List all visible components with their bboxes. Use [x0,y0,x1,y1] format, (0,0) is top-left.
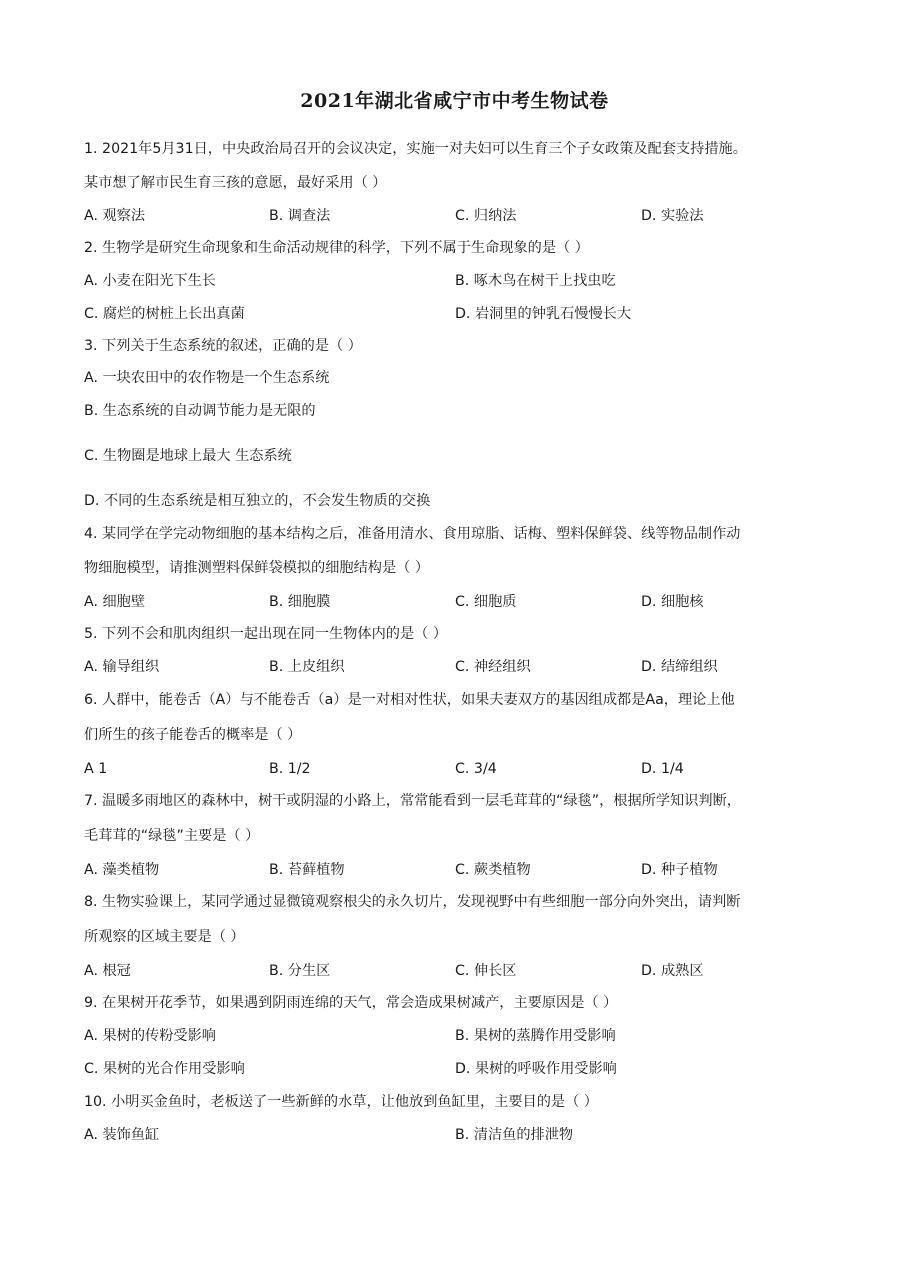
q4-option-d: D. 细胞核 [641,594,704,610]
q9-option-b: B. 果树的蒸腾作用受影响 [455,1028,616,1044]
q8-option-b: B. 分生区 [269,963,331,979]
q7-option-c: C. 蕨类植物 [455,862,531,878]
q3-option-a: A. 一块农田中的农作物是一个生态系统 [84,370,330,386]
q5-option-a: A. 输导组织 [84,659,160,675]
q9-option-c: C. 果树的光合作用受影响 [84,1061,245,1077]
q1-option-d: D. 实验法 [641,208,704,224]
q10-stem-line-1: 10. 小明买金鱼时，老板送了一些新鲜的水草，让他放到鱼缸里，主要目的是（ ） [84,1094,598,1110]
q2-option-c: C. 腐烂的树桩上长出真菌 [84,306,245,322]
q3-option-d: D. 不同的生态系统是相互独立的，不会发生物质的交换 [84,493,431,509]
q1-stem-line-2: 某市想了解市民生育三孩的意愿，最好采用（ ） [84,175,387,191]
q5-option-b: B. 上皮组织 [269,659,345,675]
q3-option-b: B. 生态系统的自动调节能力是无限的 [84,403,316,419]
q1-option-b: B. 调查法 [269,208,331,224]
q6-option-d: D. 1/4 [641,761,684,777]
q6-option-b: B. 1/2 [269,761,311,777]
q5-option-c: C. 神经组织 [455,659,531,675]
q8-stem-line-2: 所观察的区域主要是（ ） [84,929,245,945]
q5-option-d: D. 结缔组织 [641,659,718,675]
q6-stem-line-2: 们所生的孩子能卷舌的概率是（ ） [84,727,302,743]
q2-option-b: B. 啄木鸟在树干上找虫吃 [455,273,616,289]
q9-option-d: D. 果树的呼吸作用受影响 [455,1061,617,1077]
q8-option-d: D. 成熟区 [641,963,704,979]
q9-stem-line-1: 9. 在果树开花季节，如果遇到阴雨连绵的天气，常会造成果树减产，主要原因是（ ） [84,995,618,1011]
q1-stem-line-1: 1. 2021年5月31日，中央政治局召开的会议决定，实施一对夫妇可以生育三个子女政策及配套支持措施。 [84,141,747,157]
q2-option-a: A. 小麦在阳光下生长 [84,273,216,289]
q6-option-c: C. 3/4 [455,761,497,777]
q10-option-b: B. 清洁鱼的排泄物 [455,1127,574,1143]
q3-stem-line-1: 3. 下列关于生态系统的叙述，正确的是（ ） [84,338,362,354]
q2-option-d: D. 岩洞里的钟乳石慢慢长大 [455,306,632,322]
page-title: 2021年湖北省咸宁市中考生物试卷 [300,90,609,112]
q4-option-c: C. 细胞质 [455,594,517,610]
q4-option-b: B. 细胞膜 [269,594,331,610]
q3-option-c: C. 生物圈是地球上最大 生态系统 [84,448,292,464]
q7-option-d: D. 种子植物 [641,862,718,878]
q2-stem-line-1: 2. 生物学是研究生命现象和生命活动规律的科学，下列不属于生命现象的是（ ） [84,240,589,256]
q7-option-a: A. 藻类植物 [84,862,160,878]
q7-option-b: B. 苔藓植物 [269,862,345,878]
q8-stem-line-1: 8. 生物实验课上，某同学通过显微镜观察根尖的永久切片，发现视野中有些细胞一部分向外突出，请判断 [84,894,741,910]
q5-stem-line-1: 5. 下列不会和肌肉组织一起出现在同一生物体内的是（ ） [84,626,448,642]
q4-option-a: A. 细胞壁 [84,594,146,610]
q10-option-a: A. 装饰鱼缸 [84,1127,160,1143]
q6-stem-line-1: 6. 人群中，能卷舌（A）与不能卷舌（a）是一对相对性状，如果夫妻双方的基因组成都是Aa，理论上他 [84,692,735,708]
q8-option-a: A. 根冠 [84,963,131,979]
q6-option-a: A 1 [84,761,108,777]
q9-option-a: A. 果树的传粉受影响 [84,1028,216,1044]
q4-stem-line-1: 4. 某同学在学完动物细胞的基本结构之后，准备用清水、食用琼脂、话梅、塑料保鲜袋、线等物品制作动 [84,526,741,542]
q1-option-a: A. 观察法 [84,208,146,224]
q1-option-c: C. 归纳法 [455,208,517,224]
q7-stem-line-2: 毛茸茸的“绿毯”主要是（ ） [84,828,260,844]
q7-stem-line-1: 7. 温暖多雨地区的森林中，树干或阴湿的小路上，常常能看到一层毛茸茸的“绿毯”，根据所学知识判断， [84,793,741,809]
q4-stem-line-2: 物细胞模型，请推测塑料保鲜袋模拟的细胞结构是（ ） [84,560,430,576]
q8-option-c: C. 伸长区 [455,963,517,979]
